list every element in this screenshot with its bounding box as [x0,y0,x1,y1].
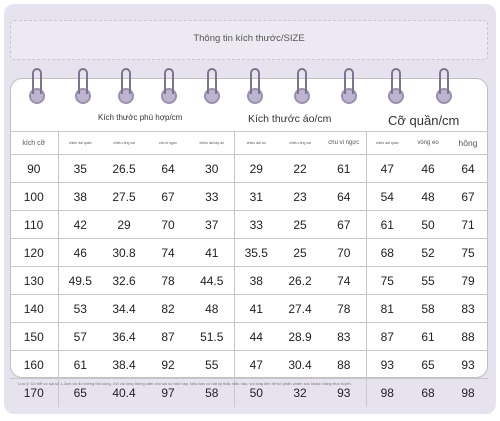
measurement-cell: 48 [190,295,234,323]
measurement-cell: 97 [146,379,190,407]
measurement-cell: 51.5 [190,323,234,351]
measurement-cell: 28.9 [278,323,322,351]
measurement-cell: 83 [322,323,366,351]
table-row [10,323,488,351]
measurement-cell: 37 [190,211,234,239]
measurement-cell: 41 [190,239,234,267]
measurement-cell: 83 [448,295,488,323]
measurement-cell: 75 [448,239,488,267]
measurement-cell: 32.6 [102,267,146,295]
measurement-cell: 35 [58,155,102,183]
size-cell: 150 [10,323,58,351]
measurement-cell: 70 [146,211,190,239]
binder-ring-icon [202,68,222,104]
measurement-cell: 75 [366,267,408,295]
measurement-cell: 58 [408,295,448,323]
measurement-cell: 50 [234,379,278,407]
measurement-cell: 87 [366,323,408,351]
measurement-cell: 33 [190,183,234,211]
size-cell: 160 [10,351,58,379]
measurement-cell: 52 [408,239,448,267]
measurement-cell: 44.5 [190,267,234,295]
measurement-cell: 33 [234,211,278,239]
measurement-cell: 54 [366,183,408,211]
measurement-cell: 29 [234,155,278,183]
header-fit-shoulder: chiều rộng vai [102,132,146,155]
measurement-cell: 67 [448,183,488,211]
section-pants-heading: Cỡ quần/cm [388,113,460,128]
measurement-cell: 35.5 [234,239,278,267]
binder-ring-icon [159,68,179,104]
size-cell: 130 [10,267,58,295]
size-cell: 110 [10,211,58,239]
measurement-cell: 67 [322,211,366,239]
measurement-cell: 30.4 [278,351,322,379]
measurement-cell: 49.5 [58,267,102,295]
measurement-cell: 47 [234,351,278,379]
table-row [10,183,488,211]
binder-ring-icon [27,68,47,104]
header-size: kích cỡ [10,132,58,155]
measurement-cell: 93 [366,351,408,379]
size-cell: 100 [10,183,58,211]
measurement-cell: 74 [146,239,190,267]
measurement-cell: 32 [278,379,322,407]
measurement-cell: 92 [146,351,190,379]
header-shirt-chest: chu vi ngực [322,132,366,155]
measurement-cell: 47 [366,155,408,183]
measurement-cell: 31 [234,183,278,211]
footnote: Lưu ý: Có thể có sai số 1-3cm do đo lường thủ công. Xin vui lòng thông cảm cho sai số nhỏ này. Nếu bạn có bất kỳ thắc mắc nào, vui lòng liên hệ bộ phận chăm sóc khách hàng trực tuyến. [18,381,352,386]
measurement-cell: 30 [190,155,234,183]
table-row [10,295,488,323]
measurement-cell: 64 [448,155,488,183]
binder-ring-icon [73,68,93,104]
measurement-cell: 70 [322,239,366,267]
measurement-cell: 98 [366,379,408,407]
section-shirt-heading: Kích thước áo/cm [248,113,332,125]
measurement-cell: 29 [102,211,146,239]
header-pants-waist: vòng eo [408,132,448,155]
binder-ring-icon [292,68,312,104]
measurement-cell: 61 [408,323,448,351]
header-fit-chest: chu vi ngực [146,132,190,155]
measurement-cell: 88 [448,323,488,351]
measurement-cell: 26.2 [278,267,322,295]
measurement-cell: 55 [190,351,234,379]
measurement-cell: 61 [366,211,408,239]
title-bar [10,20,488,60]
binder-ring-icon [245,68,265,104]
measurement-cell: 53 [58,295,102,323]
measurement-cell: 26.5 [102,155,146,183]
binder-ring-icon [116,68,136,104]
binder-ring-icon [339,68,359,104]
header-fit-sleeve: chiều dài tay áo [190,132,234,155]
measurement-cell: 64 [146,155,190,183]
measurement-cell: 25 [278,239,322,267]
measurement-cell: 36.4 [102,323,146,351]
table-row [10,239,488,267]
measurement-cell: 34.4 [102,295,146,323]
binder-ring-icon [386,68,406,104]
measurement-cell: 65 [58,379,102,407]
header-pants-length: chiều dài quần [366,132,408,155]
measurement-cell: 23 [278,183,322,211]
measurement-cell: 42 [58,211,102,239]
header-fit-length: chiều dài quần [58,132,102,155]
measurement-cell: 68 [408,379,448,407]
measurement-cell: 30.8 [102,239,146,267]
size-cell: 140 [10,295,58,323]
measurement-cell: 71 [448,211,488,239]
measurement-cell: 55 [408,267,448,295]
measurement-cell: 44 [234,323,278,351]
measurement-cell: 74 [322,267,366,295]
measurement-cell: 41 [234,295,278,323]
table-row [10,155,488,183]
size-cell: 170 [10,379,58,407]
size-cell: 90 [10,155,58,183]
header-shirt-shoulder: chiều rộng vai [278,132,322,155]
measurement-cell: 25 [278,211,322,239]
measurement-cell: 67 [146,183,190,211]
measurement-cell: 27.5 [102,183,146,211]
size-table [10,131,488,407]
header-shirt-length: chiều dài áo [234,132,278,155]
measurement-cell: 48 [408,183,448,211]
measurement-cell: 27.4 [278,295,322,323]
table-row [10,211,488,239]
measurement-cell: 46 [408,155,448,183]
measurement-cell: 88 [322,351,366,379]
measurement-cell: 38 [234,267,278,295]
measurement-cell: 61 [322,155,366,183]
measurement-cell: 93 [322,379,366,407]
measurement-cell: 40.4 [102,379,146,407]
section-fit-heading: Kích thước phù hợp/cm [98,113,183,122]
measurement-cell: 65 [408,351,448,379]
table-row [10,267,488,295]
measurement-cell: 38.4 [102,351,146,379]
measurement-cell: 57 [58,323,102,351]
page-title: Thông tin kích thước/SIZE [193,33,305,44]
measurement-cell: 22 [278,155,322,183]
table-row [10,351,488,379]
measurement-cell: 38 [58,183,102,211]
measurement-cell: 79 [448,267,488,295]
measurement-cell: 98 [448,379,488,407]
measurement-cell: 78 [322,295,366,323]
measurement-cell: 87 [146,323,190,351]
measurement-cell: 93 [448,351,488,379]
measurement-cell: 50 [408,211,448,239]
binder-ring-icon [434,68,454,104]
measurement-cell: 68 [366,239,408,267]
measurement-cell: 61 [58,351,102,379]
measurement-cell: 58 [190,379,234,407]
table-header-row [10,132,488,155]
measurement-cell: 81 [366,295,408,323]
measurement-cell: 78 [146,267,190,295]
measurement-cell: 82 [146,295,190,323]
measurement-cell: 46 [58,239,102,267]
header-pants-hip: hông [448,132,488,155]
measurement-cell: 64 [322,183,366,211]
size-cell: 120 [10,239,58,267]
